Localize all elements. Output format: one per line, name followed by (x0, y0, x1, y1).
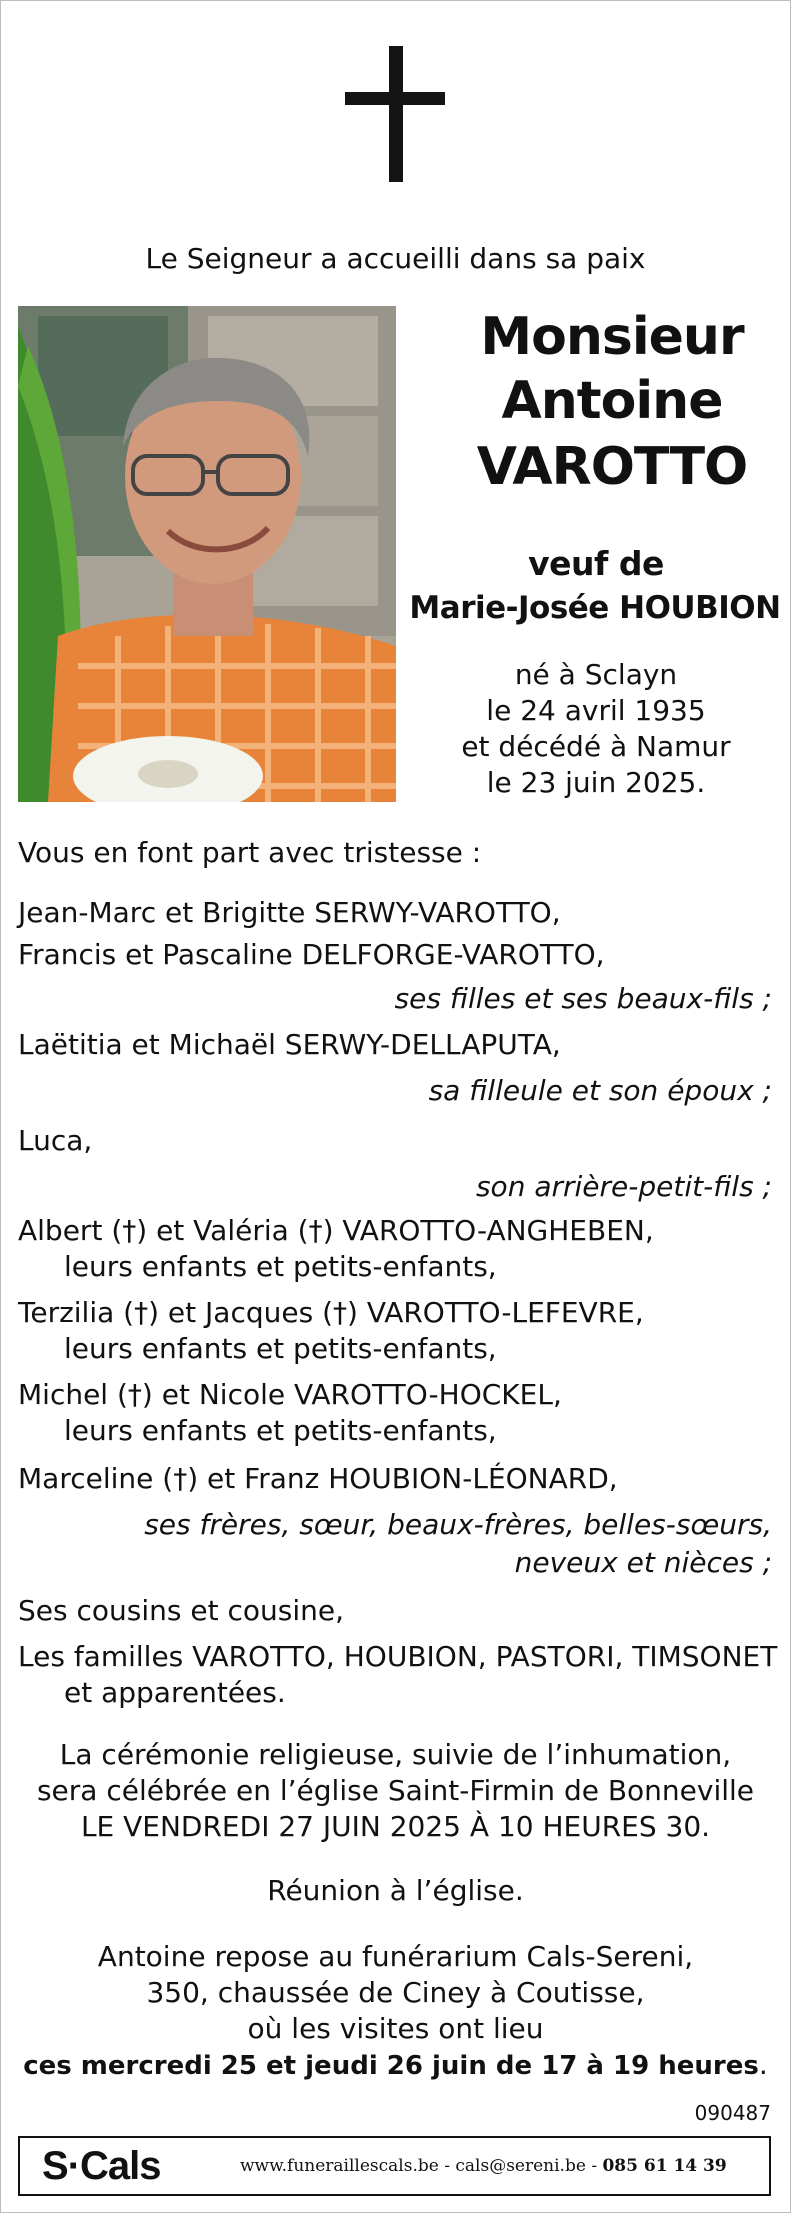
announcement: Vous en font part avec tristesse : (18, 836, 482, 869)
repose-line: où les visites ont lieu (247, 2012, 544, 2045)
family-relation: ses filles et ses beaux-fils ; (394, 982, 772, 1015)
deceased-last-name: VAROTTO (476, 437, 748, 497)
company-logo: S·Cals (42, 2144, 161, 2188)
reunion-text: Réunion à l’église. (267, 1874, 524, 1907)
footer-bar (18, 2136, 771, 2196)
ceremony-line: LE VENDREDI 27 JUIN 2025 À 10 HEURES 30. (80, 1810, 711, 1843)
visits-end: . (758, 2048, 768, 2081)
family-relation: son arrière-petit-fils ; (475, 1170, 772, 1203)
repose-line: 350, chaussée de Ciney à Coutisse, (146, 1976, 645, 2009)
birth-date: le 24 avril 1935 (486, 694, 706, 727)
family-relation: neveux et nièces ; (514, 1546, 772, 1579)
email-link[interactable]: cals@sereni.be (455, 2156, 586, 2176)
family-line: Luca, (18, 1124, 93, 1157)
family-line: Laëtitia et Michaël SERWY-DELLAPUTA, (18, 1028, 561, 1061)
family-line: Francis et Pascaline DELFORGE-VAROTTO, (18, 938, 605, 971)
cross-icon (345, 46, 445, 182)
deceased-first-name: Antoine (501, 371, 723, 431)
family-line: Michel (†) et Nicole VAROTTO-HOCKEL, (18, 1378, 562, 1411)
deceased-photo (18, 306, 396, 802)
widow-label: veuf de (528, 544, 664, 583)
intro-text: Le Seigneur a accueilli dans sa paix (145, 242, 646, 275)
reference-number: 090487 (694, 2101, 771, 2125)
spouse-name: Marie-Josée HOUBION (409, 590, 781, 626)
ceremony-line: La cérémonie religieuse, suivie de l’inhumation, (59, 1738, 732, 1771)
repose-line: Antoine repose au funérarium Cals-Sereni, (97, 1940, 694, 1973)
ceremony-line: sera célébrée en l’église Saint-Firmin de Bonneville (36, 1774, 755, 1807)
phone-number: 085 61 14 39 (602, 2156, 727, 2176)
footer-contact: www.funeraillescals.be - cals@sereni.be - 085 61 14 39 (240, 2156, 727, 2176)
death-date: le 23 juin 2025. (486, 766, 706, 799)
website-link[interactable]: www.funeraillescals.be (240, 2156, 439, 2176)
death-place: et décédé à Namur (461, 730, 731, 763)
family-line-indent: et apparentées. (64, 1676, 286, 1709)
family-line-indent: leurs enfants et petits-enfants, (64, 1250, 497, 1283)
family-line: Terzilia (†) et Jacques (†) VAROTTO-LEFEVRE, (18, 1296, 644, 1329)
family-relation: sa filleule et son époux ; (428, 1074, 772, 1107)
family-line: Les familles VAROTTO, HOUBION, PASTORI, TIMSONET (18, 1640, 778, 1673)
visits-line (0, 2048, 791, 2083)
family-line: Marceline (†) et Franz HOUBION-LÉONARD, (18, 1462, 618, 1495)
family-line-indent: leurs enfants et petits-enfants, (64, 1414, 497, 1447)
family-line: Albert (†) et Valéria (†) VAROTTO-ANGHEBEN, (18, 1214, 654, 1247)
deceased-title: Monsieur (480, 307, 744, 367)
family-line: Ses cousins et cousine, (18, 1594, 344, 1627)
family-line-indent: leurs enfants et petits-enfants, (64, 1332, 497, 1365)
family-line: Jean-Marc et Brigitte SERWY-VAROTTO, (18, 896, 561, 929)
visits-bold: ces mercredi 25 et jeudi 26 juin de 17 à 19 heures (23, 2051, 759, 2081)
birth-place: né à Sclayn (514, 658, 678, 691)
family-relation: ses frères, sœur, beaux-frères, belles-sœurs, (144, 1508, 772, 1541)
